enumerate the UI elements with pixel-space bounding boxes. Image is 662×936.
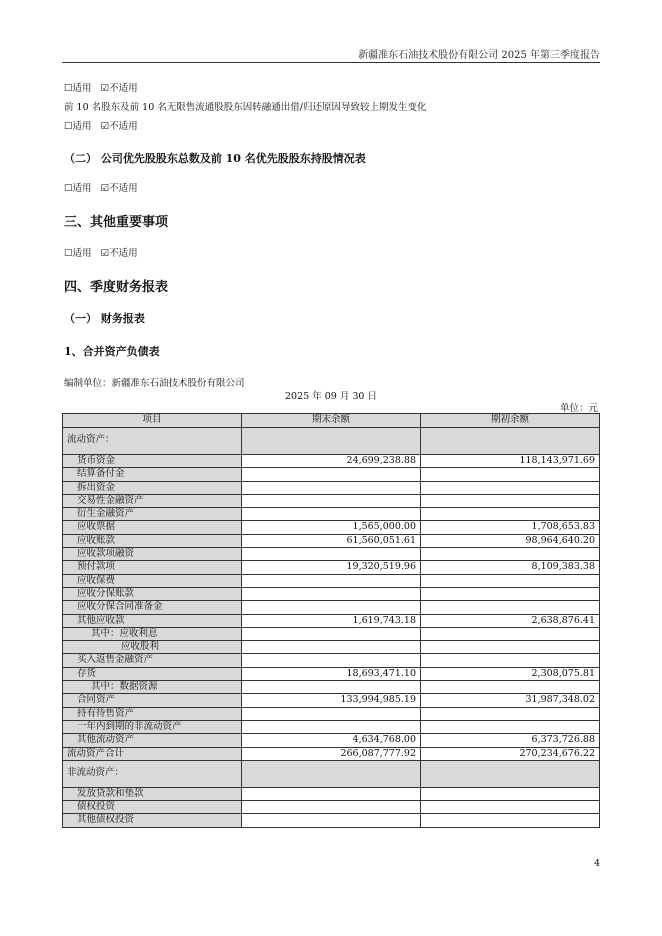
table-row	[63, 760, 600, 787]
row-end-balance	[242, 508, 421, 521]
row-item-label: 流动资产合计	[63, 747, 242, 760]
table-row	[63, 521, 600, 534]
page-number: 4	[593, 858, 600, 869]
row-begin-balance	[421, 548, 600, 561]
header-divider	[62, 62, 600, 63]
row-item-label: 预付款项	[63, 561, 242, 574]
row-end-balance	[242, 720, 421, 733]
row-end-balance	[242, 574, 421, 587]
row-begin-balance	[421, 814, 600, 827]
row-begin-balance: 1,708,653.83	[421, 521, 600, 534]
row-end-balance	[242, 787, 421, 800]
table-row	[63, 601, 600, 614]
row-end-balance	[242, 654, 421, 667]
row-item-label: 其他债权投资	[63, 814, 242, 827]
row-end-balance	[242, 760, 421, 787]
table-row	[63, 814, 600, 827]
row-begin-balance	[421, 574, 600, 587]
row-end-balance	[242, 468, 421, 481]
row-item-label: 货币资金	[63, 455, 242, 468]
row-end-balance	[242, 681, 421, 694]
row-item-label: 非流动资产：	[63, 760, 242, 787]
unchecked-box-icon: ☐	[64, 183, 73, 194]
row-item-label: 应收账款	[63, 534, 242, 547]
row-begin-balance	[421, 681, 600, 694]
row-begin-balance: 270,234,676.22	[421, 747, 600, 760]
row-begin-balance	[421, 494, 600, 507]
currency-unit: 单位：元	[559, 403, 598, 414]
row-end-balance: 4,634,768.00	[242, 734, 421, 747]
table-header-row	[63, 414, 600, 428]
row-end-balance	[242, 814, 421, 827]
table-row	[63, 720, 600, 733]
row-end-balance	[242, 641, 421, 654]
table-row	[63, 468, 600, 481]
table-row	[63, 428, 600, 455]
checked-box-icon: ☑	[100, 83, 110, 94]
column-header-begin-balance: 期初余额	[421, 414, 600, 428]
prepared-by: 编制单位：新疆准东石油技术股份有限公司	[64, 378, 245, 389]
unchecked-box-icon: ☐	[64, 83, 73, 94]
row-begin-balance	[421, 627, 600, 640]
row-end-balance: 18,693,471.10	[242, 667, 421, 680]
report-header-title: 新疆准东石油技术股份有限公司 2025 年第三季度报告	[358, 50, 600, 61]
row-item-label: 其中：数据资源	[63, 681, 242, 694]
section-heading-preferred-shareholders: （二） 公司优先股股东总数及前 10 名优先股股东持股情况表	[64, 152, 366, 165]
row-begin-balance	[421, 587, 600, 600]
applicability-row-2	[64, 118, 138, 132]
table-row	[63, 801, 600, 814]
table-row	[63, 747, 600, 760]
row-end-balance: 19,320,519.96	[242, 561, 421, 574]
row-item-label: 应收票据	[63, 521, 242, 534]
row-item-label: 应收股利	[63, 641, 242, 654]
table-row	[63, 641, 600, 654]
row-item-label: 债权投资	[63, 801, 242, 814]
applicability-row-4	[64, 245, 138, 259]
top-note: 前 10 名股东及前 10 名无限售流通股股东因转融通出借/归还原因导致较上期发生变化	[64, 102, 427, 113]
row-end-balance	[242, 627, 421, 640]
not-applicable-label: 不适用	[109, 183, 138, 194]
row-item-label: 持有待售资产	[63, 707, 242, 720]
row-begin-balance	[421, 720, 600, 733]
column-header-end-balance: 期末余额	[242, 414, 421, 428]
row-end-balance: 61,560,051.61	[242, 534, 421, 547]
row-begin-balance	[421, 481, 600, 494]
row-begin-balance: 2,638,876.41	[421, 614, 600, 627]
row-begin-balance	[421, 508, 600, 521]
row-begin-balance: 6,373,726.88	[421, 734, 600, 747]
row-begin-balance	[421, 641, 600, 654]
row-begin-balance: 2,308,075.81	[421, 667, 600, 680]
table-row	[63, 667, 600, 680]
row-begin-balance	[421, 468, 600, 481]
row-item-label: 其中：应收利息	[63, 627, 242, 640]
applicable-label: 适用	[72, 83, 92, 94]
row-end-balance	[242, 494, 421, 507]
applicability-row-3	[64, 180, 138, 194]
row-item-label: 一年内到期的非流动资产	[63, 720, 242, 733]
table-row	[63, 508, 600, 521]
section-heading-financial-statements: 四、季度财务报表	[64, 280, 169, 295]
row-begin-balance	[421, 428, 600, 455]
applicable-label: 适用	[72, 183, 92, 194]
row-item-label: 结算备付金	[63, 468, 242, 481]
row-end-balance	[242, 548, 421, 561]
table-row	[63, 587, 600, 600]
row-end-balance	[242, 587, 421, 600]
table-row	[63, 707, 600, 720]
row-item-label: 应收款项融资	[63, 548, 242, 561]
row-item-label: 拆出资金	[63, 481, 242, 494]
table-row	[63, 561, 600, 574]
table-row	[63, 455, 600, 468]
row-item-label: 衍生金融资产	[63, 508, 242, 521]
row-end-balance	[242, 707, 421, 720]
checked-box-icon: ☑	[100, 183, 110, 194]
row-end-balance: 133,994,985.19	[242, 694, 421, 707]
checked-box-icon: ☑	[100, 248, 110, 259]
not-applicable-label: 不适用	[109, 121, 138, 132]
row-begin-balance	[421, 760, 600, 787]
unchecked-box-icon: ☐	[64, 248, 73, 259]
applicability-row-1	[64, 80, 138, 94]
section-heading-other-matters: 三、其他重要事项	[64, 215, 169, 230]
row-item-label: 应收分保合同准备金	[63, 601, 242, 614]
row-item-label: 其他流动资产	[63, 734, 242, 747]
table-row	[63, 681, 600, 694]
table-row	[63, 574, 600, 587]
row-begin-balance	[421, 801, 600, 814]
row-begin-balance: 31,987,348.02	[421, 694, 600, 707]
row-begin-balance	[421, 654, 600, 667]
row-item-label: 流动资产：	[63, 428, 242, 455]
table-row	[63, 548, 600, 561]
table-row	[63, 534, 600, 547]
row-begin-balance	[421, 601, 600, 614]
table-row	[63, 694, 600, 707]
applicable-label: 适用	[72, 248, 92, 259]
column-header-item: 项目	[63, 414, 242, 428]
row-item-label: 其他应收款	[63, 614, 242, 627]
row-end-balance: 1,619,743.18	[242, 614, 421, 627]
row-begin-balance	[421, 707, 600, 720]
table-row	[63, 787, 600, 800]
row-begin-balance: 118,143,971.69	[421, 455, 600, 468]
row-item-label: 买入返售金融资产	[63, 654, 242, 667]
row-end-balance	[242, 481, 421, 494]
balance-sheet-title: 1、合并资产负债表	[64, 345, 160, 358]
not-applicable-label: 不适用	[109, 248, 138, 259]
not-applicable-label: 不适用	[109, 83, 138, 94]
balance-sheet-table	[62, 413, 600, 828]
row-item-label: 合同资产	[63, 694, 242, 707]
row-begin-balance: 98,964,640.20	[421, 534, 600, 547]
row-end-balance: 1,565,000.00	[242, 521, 421, 534]
row-begin-balance	[421, 787, 600, 800]
applicable-label: 适用	[72, 121, 92, 132]
row-end-balance	[242, 428, 421, 455]
table-row	[63, 481, 600, 494]
row-begin-balance: 8,109,383.38	[421, 561, 600, 574]
table-row	[63, 494, 600, 507]
row-item-label: 应收保费	[63, 574, 242, 587]
checked-box-icon: ☑	[100, 121, 110, 132]
statement-date: 2025 年 09 月 30 日	[285, 391, 377, 402]
table-row	[63, 654, 600, 667]
row-item-label: 交易性金融资产	[63, 494, 242, 507]
row-end-balance	[242, 601, 421, 614]
row-end-balance	[242, 801, 421, 814]
row-item-label: 发放贷款和垫款	[63, 787, 242, 800]
row-item-label: 存货	[63, 667, 242, 680]
subsection-heading-financial-statements: （一） 财务报表	[64, 312, 145, 325]
row-end-balance: 266,087,777.92	[242, 747, 421, 760]
table-row	[63, 627, 600, 640]
row-end-balance: 24,699,238.88	[242, 455, 421, 468]
unchecked-box-icon: ☐	[64, 121, 73, 132]
row-item-label: 应收分保账款	[63, 587, 242, 600]
table-row	[63, 734, 600, 747]
table-row	[63, 614, 600, 627]
